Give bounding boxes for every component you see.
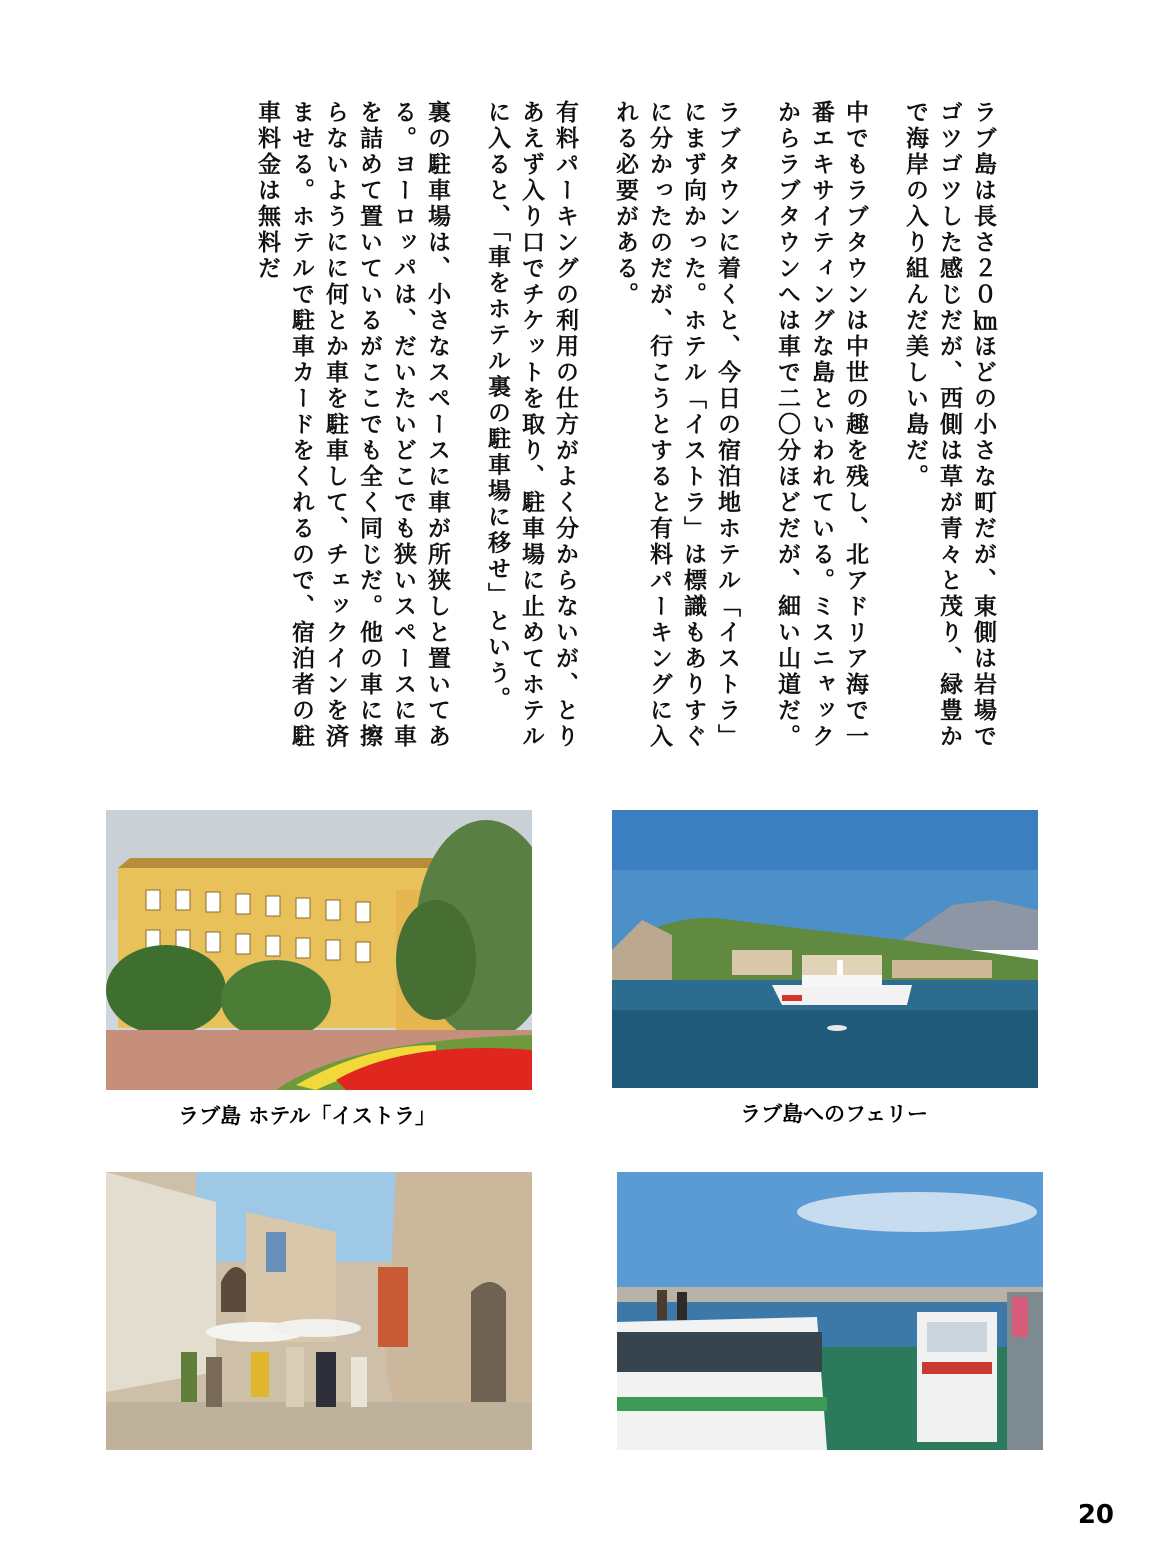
page-number: 20 [1077, 1500, 1114, 1530]
paragraph: ラブタウンに着くと、今日の宿泊地ホテル「イストラ」にまず向かった。ホテル「イストラ」は標識もありすぐに分かったのだが、行こうとすると有料パーキングに入れる必要がある。 [612, 100, 741, 750]
paragraph: 中でもラブタウンは中世の趣を残し、北アドリア海で一番エキサイティングな島といわれている。ミスニャックからラブタウンへは車で二〇分ほどだが、細い山道だ。 [774, 100, 869, 750]
town-street-photo [106, 1172, 532, 1450]
paragraph: 裏の駐車場は、小さなスペースに車が所狭しと置いてある。ヨーロッパは、だいたいどこでも狭いスペースに車を詰めて置いているがここでも全く同じだ。他の車に擦らないようにに何とか車を駐車して、チェックインを済ませる。ホテルで駐車カードをくれるので、宿泊者の駐車料金は無料だ [254, 100, 451, 750]
ferry-deck-photo [617, 1172, 1043, 1450]
ferry-photo [612, 810, 1038, 1088]
article-body [254, 100, 1000, 760]
paragraph: ラブ島は長さ２０㎞ほどの小さな町だが、東側は岩場でゴツゴツした感じだが、西側は草が青々と茂り、緑豊かで海岸の入り組んだ美しい島だ。 [902, 100, 997, 750]
photo-caption: ラブ島 ホテル「イストラ」 [178, 1104, 437, 1128]
photo-caption: ラブ島へのフェリー [740, 1102, 928, 1126]
hotel-istra-photo [106, 810, 532, 1090]
paragraph: 有料パーキングの利用の仕方がよく分からないが、とりあえず入り口でチケットを取り、駐車場に止めてホテルに入ると、「車をホテル裏の駐車場に移せ」という。 [484, 100, 579, 750]
